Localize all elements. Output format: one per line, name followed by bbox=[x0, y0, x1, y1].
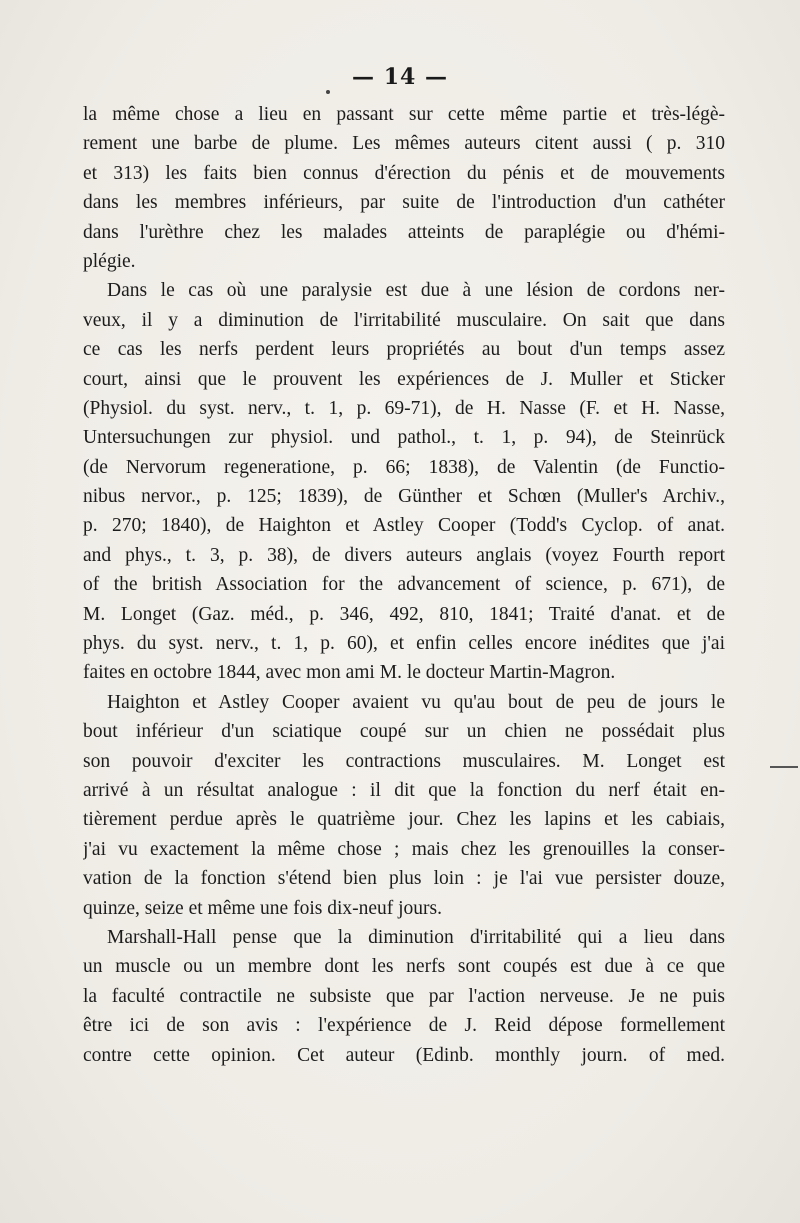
text-line: la faculté contractile ne subsiste que par l'action nerveuse. Je ne puis bbox=[83, 985, 725, 1007]
text-line: être ici de son avis : l'expérience de J. Reid dépose formellement bbox=[83, 1015, 725, 1037]
text-line: quinze, seize et même une fois dix-neuf jours. bbox=[83, 897, 443, 919]
text-line: court, ainsi que le prouvent les expériences de J. Muller et Sticker bbox=[83, 368, 725, 390]
text-line: rement une barbe de plume. Les mêmes auteurs citent aussi ( p. 310 bbox=[83, 133, 725, 155]
text-line: nibus nervor., p. 125; 1839), de Günther et Schœn (Muller's Archiv., bbox=[83, 486, 725, 508]
text-line: et 313) les faits bien connus d'érection du pénis et de mouvements bbox=[83, 162, 725, 184]
text-line: contre cette opinion. Cet auteur (Edinb. monthly journ. of med. bbox=[83, 1044, 725, 1066]
text-line: and phys., t. 3, p. 38), de divers auteurs anglais (voyez Fourth report bbox=[83, 544, 725, 566]
text-line: faites en octobre 1844, avec mon ami M. le docteur Martin-Magron. bbox=[83, 662, 616, 684]
margin-dash bbox=[770, 766, 798, 768]
text-line: dans l'urèthre chez les malades atteints de paraplégie ou d'hémi- bbox=[83, 221, 725, 243]
text-line: bout inférieur d'un sciatique coupé sur un chien ne possédait plus bbox=[83, 721, 725, 743]
text-line: son pouvoir d'exciter les contractions musculaires. M. Longet est bbox=[83, 750, 725, 772]
text-line: (Physiol. du syst. nerv., t. 1, p. 69-71), de H. Nasse (F. et H. Nasse, bbox=[83, 397, 725, 419]
text-line: of the british Association for the advancement of science, p. 671), de bbox=[83, 574, 725, 596]
text-line: ce cas les nerfs perdent leurs propriétés au bout d'un temps assez bbox=[83, 339, 725, 361]
ink-dot bbox=[326, 90, 330, 94]
text-line: p. 270; 1840), de Haighton et Astley Cooper (Todd's Cyclop. of anat. bbox=[83, 515, 725, 537]
page-number: — 14 — bbox=[352, 64, 448, 90]
text-line: arrivé à un résultat analogue : il dit que la fonction du nerf était en- bbox=[83, 779, 725, 801]
text-line: tièrement perdue après le quatrième jour. Chez les lapins et les cabiais, bbox=[83, 809, 725, 831]
body-text bbox=[83, 100, 725, 1070]
text-line: (de Nervorum regeneratione, p. 66; 1838), de Valentin (de Functio- bbox=[83, 456, 725, 478]
text-line: vation de la fonction s'étend bien plus loin : je l'ai vue persister douze, bbox=[83, 868, 725, 890]
text-line: un muscle ou un membre dont les nerfs sont coupés est due à ce que bbox=[83, 956, 725, 978]
paragraph-start-line: Marshall-Hall pense que la diminution d'irritabilité qui a lieu dans bbox=[107, 926, 725, 948]
paragraph-start-line: Haighton et Astley Cooper avaient vu qu'au bout de peu de jours le bbox=[107, 691, 725, 713]
text-line: veux, il y a diminution de l'irritabilité musculaire. On sait que dans bbox=[83, 309, 725, 331]
text-line: dans les membres inférieurs, par suite de l'introduction d'un cathéter bbox=[83, 192, 725, 214]
paragraph-start-line: Dans le cas où une paralysie est due à une lésion de cordons ner- bbox=[107, 280, 725, 302]
text-line: Untersuchungen zur physiol. und pathol., t. 1, p. 94), de Steinrück bbox=[83, 427, 725, 449]
text-line: la même chose a lieu en passant sur cette même partie et très-légè- bbox=[83, 104, 725, 125]
text-line: phys. du syst. nerv., t. 1, p. 60), et enfin celles encore inédites que j'ai bbox=[83, 633, 725, 655]
text-line: M. Longet (Gaz. méd., p. 346, 492, 810, 1841; Traité d'anat. et de bbox=[83, 603, 725, 625]
text-line: j'ai vu exactement la même chose ; mais chez les grenouilles la conser- bbox=[83, 838, 725, 860]
text-line: plégie. bbox=[83, 250, 136, 272]
